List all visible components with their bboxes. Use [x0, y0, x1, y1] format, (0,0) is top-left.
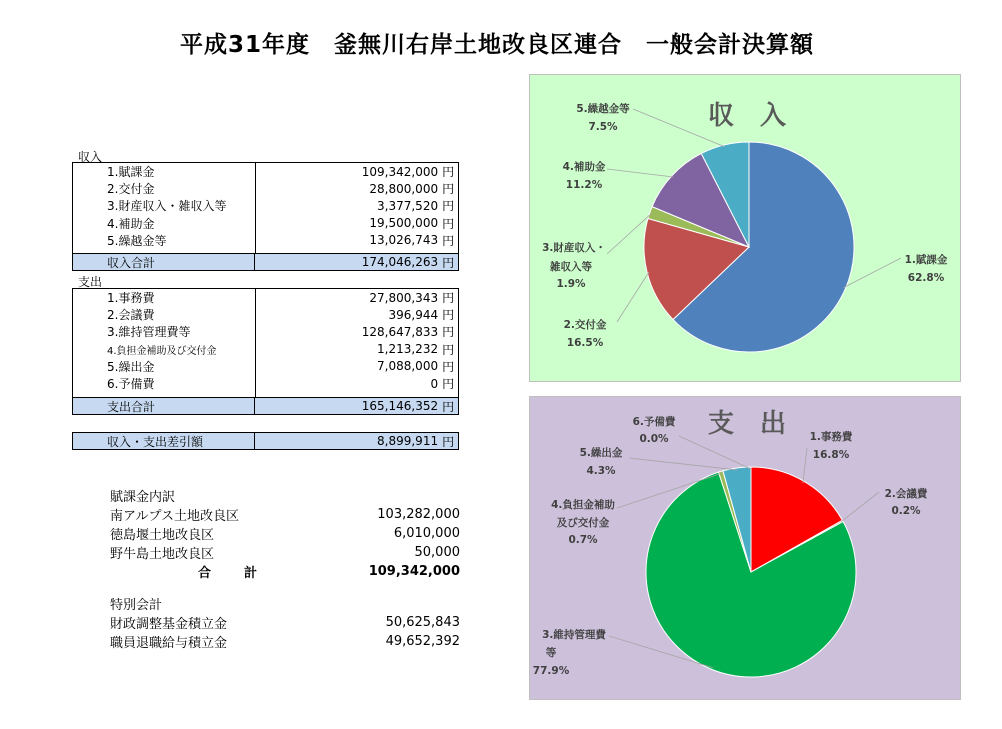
- slice-percent: 16.5%: [566, 337, 604, 349]
- item-amount: 1,213,232: [377, 342, 439, 357]
- table-row: [73, 215, 458, 232]
- balance-row: [72, 432, 459, 450]
- total-label: 収入合計: [73, 254, 255, 270]
- item-amount: 103,282,000: [377, 507, 460, 522]
- item-name: 野牛島土地改良区: [110, 547, 215, 562]
- item-unit: 円: [442, 199, 455, 214]
- item-amount: 28,800,000: [369, 181, 439, 196]
- table-row: [73, 197, 458, 214]
- item-name: 2.交付金: [107, 182, 155, 197]
- expense-table: [72, 288, 459, 398]
- total-label: 支出合計: [73, 398, 255, 414]
- total-amount: 174,046,263: [361, 255, 439, 269]
- slice-label: 4.補助金: [562, 161, 606, 173]
- levy-heading: [110, 486, 460, 505]
- slice-label: 3.財産収入・: [542, 242, 606, 254]
- table-row: [73, 232, 458, 249]
- levy-breakdown: [110, 486, 460, 581]
- slice-percent: 7.5%: [588, 121, 618, 133]
- item-amount: 128,647,833: [361, 324, 439, 339]
- heading-text: 特別会計: [110, 598, 163, 613]
- table-row: [73, 358, 458, 375]
- page-title: 平成31年度 釜無川右岸土地改良区連合 一般会計決算額: [180, 32, 815, 58]
- slice-label: 等: [545, 647, 557, 659]
- slice-percent: 77.9%: [532, 665, 570, 677]
- income-pie-chart: [529, 74, 961, 382]
- pie-slices: [646, 467, 856, 677]
- item-unit: 円: [442, 325, 455, 340]
- item-unit: 円: [442, 233, 455, 248]
- slice-label: 3.維持管理費: [542, 629, 606, 641]
- table-row: [73, 341, 458, 358]
- item-unit: 円: [442, 377, 455, 392]
- special-heading: [110, 594, 460, 613]
- slice-percent: 0.2%: [891, 505, 921, 517]
- table-row: [73, 323, 458, 340]
- item-amount: 49,652,392: [385, 634, 460, 649]
- item-amount: 6,010,000: [393, 526, 460, 541]
- slice-label: 1.賦課金: [904, 254, 948, 266]
- slice-label: 5.繰出金: [579, 447, 623, 459]
- item-name: 職員退職給与積立金: [110, 636, 228, 651]
- list-item: [110, 505, 460, 524]
- slice-label: 4.負担金補助: [551, 499, 615, 511]
- list-item: [110, 524, 460, 543]
- item-name: 3.維持管理費等: [107, 325, 191, 340]
- item-unit: 円: [442, 308, 455, 323]
- expense-pie-chart: [529, 396, 961, 700]
- item-unit: 円: [442, 182, 455, 197]
- list-item: [110, 613, 460, 632]
- slice-label: 及び交付金: [556, 517, 610, 529]
- item-amount: 396,944: [388, 307, 439, 322]
- item-unit: 円: [442, 291, 455, 306]
- slice-percent: 62.8%: [907, 272, 945, 284]
- table-row: [73, 306, 458, 323]
- slice-label: 1.事務費: [809, 431, 853, 443]
- balance-amount: 8,899,911: [377, 434, 439, 448]
- item-name: 南アルプス土地改良区: [110, 509, 239, 524]
- item-name: 財政調整基金積立金: [110, 617, 228, 632]
- item-amount: 7,088,000: [377, 359, 439, 374]
- item-name: 2.会議費: [107, 308, 155, 323]
- table-row: [73, 289, 458, 306]
- item-name: 4.補助金: [107, 216, 155, 231]
- item-amount: 50,000: [414, 545, 460, 560]
- slice-percent: 0.7%: [568, 534, 598, 546]
- table-row: [73, 163, 458, 180]
- item-amount: 109,342,000: [361, 164, 439, 179]
- heading-text: 賦課金内訳: [110, 490, 176, 505]
- expense-label: 支出: [78, 275, 103, 289]
- pie-slices: [644, 142, 854, 352]
- slice-label: 2.会議費: [884, 488, 928, 500]
- column-divider: [255, 288, 256, 398]
- slice-label: 2.交付金: [563, 319, 607, 331]
- item-amount: 19,500,000: [369, 216, 439, 231]
- item-unit: 円: [442, 216, 455, 231]
- slice-percent: 1.9%: [556, 278, 586, 290]
- column-divider: [255, 162, 256, 258]
- total-unit: 円: [442, 399, 455, 414]
- item-unit: 円: [442, 165, 455, 180]
- slice-label: 5.繰越金等: [576, 103, 630, 115]
- item-name: 6.予備費: [107, 377, 155, 392]
- item-unit: 円: [442, 342, 455, 357]
- item-name: 5.繰越金等: [107, 233, 167, 248]
- item-name: 3.財産収入・雑収入等: [107, 199, 227, 214]
- chart-title: 支 出: [707, 409, 787, 439]
- table-row: [73, 180, 458, 197]
- levy-total: [110, 562, 460, 581]
- item-name: 4.負担金補助及び交付金: [107, 345, 217, 357]
- total-label: 合 計: [198, 566, 268, 581]
- balance-unit: 円: [442, 434, 455, 449]
- special-account: [110, 594, 460, 651]
- item-amount: 0: [430, 376, 439, 391]
- total-amount: 165,146,352: [361, 399, 439, 413]
- item-name: 1.事務費: [107, 291, 155, 306]
- slice-percent: 11.2%: [565, 179, 603, 191]
- balance-label: 収入・支出差引額: [73, 433, 255, 449]
- item-name: 5.繰出金: [107, 359, 155, 374]
- income-table: [72, 162, 459, 258]
- list-item: [110, 632, 460, 651]
- slice-percent: 16.8%: [812, 449, 850, 461]
- income-total-row: [72, 253, 459, 271]
- slice-percent: 4.3%: [586, 465, 616, 477]
- table-row: [73, 375, 458, 392]
- item-amount: 13,026,743: [369, 233, 439, 248]
- income-label: 収入: [78, 150, 103, 164]
- item-amount: 50,625,843: [385, 615, 460, 630]
- list-item: [110, 543, 460, 562]
- slice-percent: 0.0%: [639, 433, 669, 445]
- expense-total-row: [72, 397, 459, 415]
- total-amount: 109,342,000: [368, 564, 460, 579]
- item-name: 徳島堰土地改良区: [110, 528, 215, 543]
- item-amount: 3,377,520: [377, 198, 439, 213]
- chart-title: 収 入: [707, 101, 787, 131]
- item-name: 1.賦課金: [107, 165, 155, 180]
- item-amount: 27,800,343: [369, 290, 439, 305]
- total-unit: 円: [442, 255, 455, 270]
- slice-label: 6.予備費: [632, 416, 676, 428]
- item-unit: 円: [442, 359, 455, 374]
- slice-label: 雑収入等: [550, 261, 592, 273]
